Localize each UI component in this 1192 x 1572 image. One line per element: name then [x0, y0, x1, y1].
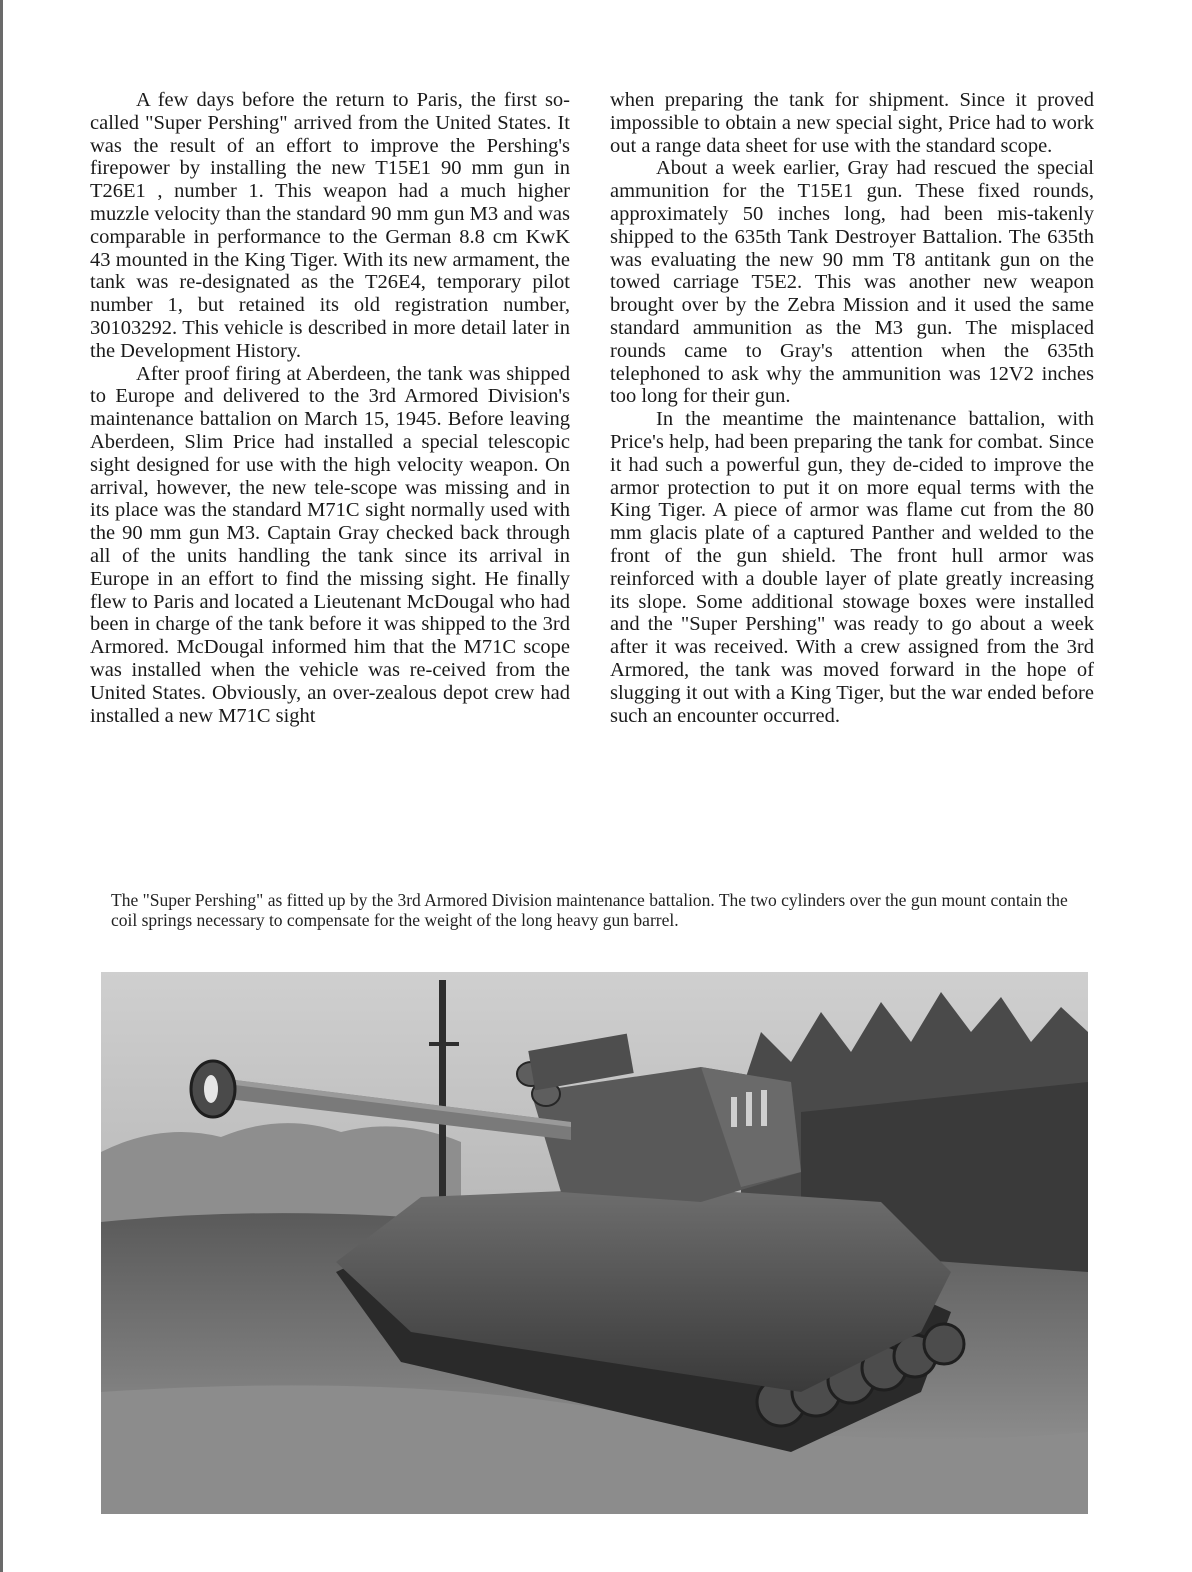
body-paragraph-continued: when preparing the tank for shipment. Since it proved impossible to obtain a new special sight, Price had to work out a range data sheet for use with the standard scope.	[610, 89, 1094, 157]
page-edge-bar	[0, 0, 3, 1572]
body-paragraph: A few days before the return to Paris, the first so-called "Super Pershing" arrived from the United States. It was the result of an effort to improve the Pershing's firepower by installing the new T15E1 90 mm gun in T26E1 , number 1. This weapon had a much higher muzzle velocity than the standard 90 mm gun M3 and was comparable in performance to the German 8.8 cm KwK 43 mounted in the King Tiger. With its new armament, the tank was re-designated as the T26E4, temporary pilot number 1, but retained its old registration number, 30103292. This vehicle is described in more detail later in the Development History.	[90, 89, 570, 362]
body-paragraph: About a week earlier, Gray had rescued the special ammunition for the T15E1 gun. These fixed rounds, approximately 50 inches long, had been mis-takenly shipped to the 635th Tank Destroyer Battalion. The 635th was evaluating the new 90 mm T8 antitank gun on the towed carriage T5E2. This was another new weapon brought over by the Zebra Mission and it used the same standard ammunition as the M3 gun. The misplaced rounds came to Gray's attention when the 635th telephoned to ask why the ammunition was 12V2 inches too long for their gun.	[610, 157, 1094, 408]
body-paragraph: After proof firing at Aberdeen, the tank was shipped to Europe and delivered to the 3rd Armored Division's maintenance battalion on March 15, 1945. Before leaving Aberdeen, Slim Price had installed a special telescopic sight designed for use with the high velocity weapon. On arrival, however, the new tele-scope was missing and in its place was the standard M71C sight normally used with the 90 mm gun M3. Captain Gray checked back through all of the units handling the tank since its arrival in Europe in an effort to find the missing sight. He finally flew to Paris and located a Lieutenant McDougal who had been in charge of the tank before it was shipped to the 3rd Armored. McDougal informed him that the M71C scope was installed when the vehicle was re-ceived from the United States. Obviously, an over-zealous depot crew had installed a new M71C sight	[90, 362, 570, 727]
right-text-column	[610, 89, 1094, 727]
tank-photograph	[101, 972, 1088, 1514]
figure-caption: The "Super Pershing" as fitted up by the 3rd Armored Division maintenance battalion. The two cylinders over the gun mount contain the coil springs necessary to compensate for the weight of the long heavy gun barrel.	[111, 890, 1068, 930]
body-paragraph: In the meantime the maintenance battalion, with Price's help, had been preparing the tank for combat. Since it had such a powerful gun, they de-cided to improve the armor protection to put it on more equal terms with the King Tiger. A piece of armor was flame cut from the 80 mm glacis plate of a captured Panther and welded to the front of the gun shield. The front hull armor was reinforced with a double layer of plate greatly increasing its slope. Some additional stowage boxes were installed and the "Super Pershing" was ready to go about a week after it was received. With a crew assigned from the 3rd Armored, the tank was moved forward in the hope of slugging it out with a King Tiger, but the war ended before such an encounter occurred.	[610, 408, 1094, 727]
left-text-column	[90, 89, 570, 727]
